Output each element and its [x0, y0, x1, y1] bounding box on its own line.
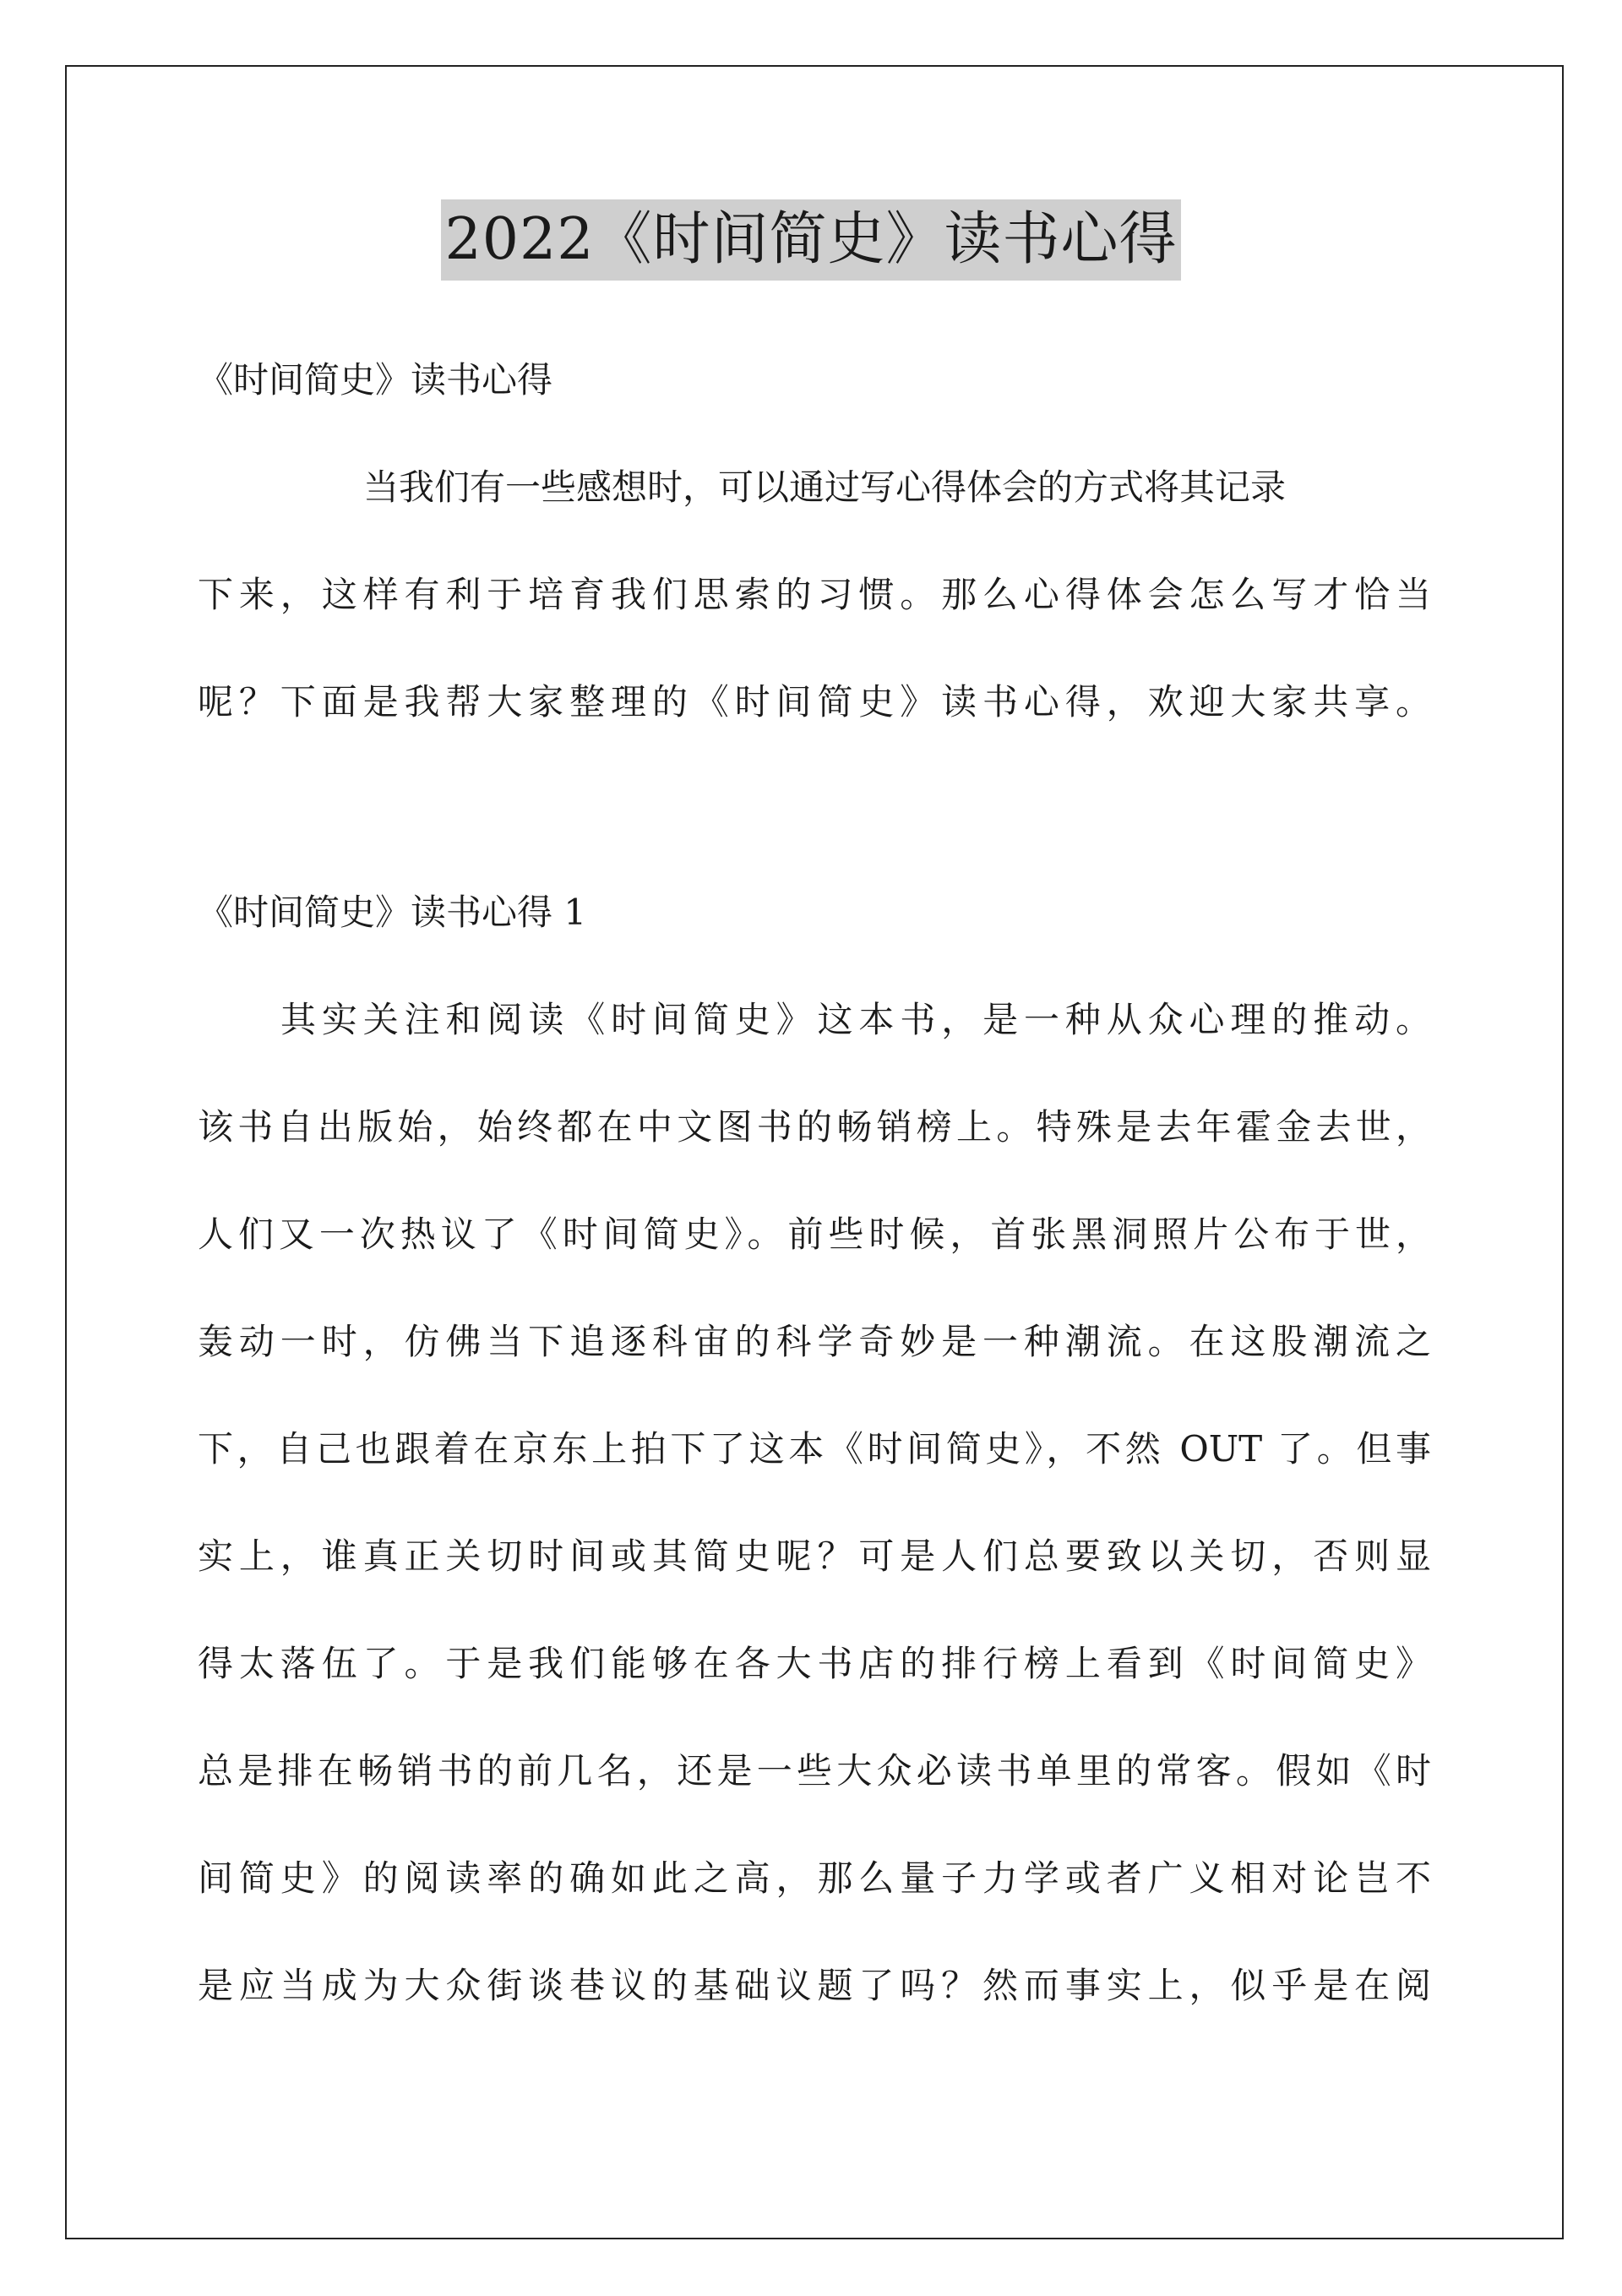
document-title: 2022《时间简史》读书心得 — [441, 199, 1180, 281]
section-1-line-3: 人们又一次热议了《时间简史》。前些时候，首张黑洞照片公布于世， — [198, 1213, 1431, 1255]
section-1-line-6: 实上，谁真正关切时间或其简史呢？可是人们总要致以关切，否则显 — [198, 1535, 1431, 1577]
section-1-line-5: 下，自己也跟着在京东上拍下了这本《时间简史》，不然 OUT 了。但事 — [198, 1428, 1431, 1470]
intro-line-3: 呢？下面是我帮大家整理的《时间简史》读书心得，欢迎大家共享。 — [198, 681, 1431, 723]
title-container — [0, 199, 1622, 281]
intro-line-1: 当我们有一些感想时，可以通过写心得体会的方式将其记录 — [363, 466, 1287, 508]
section-1-line-10: 是应当成为大众街谈巷议的基础议题了吗？然而事实上，似乎是在阅 — [198, 1965, 1431, 2006]
section-1-line-2: 该书自出版始，始终都在中文图书的畅销榜上。特殊是去年霍金去世， — [198, 1106, 1431, 1148]
section-1-heading: 《时间简史》读书心得 1 — [198, 892, 587, 933]
document-subtitle: 《时间简史》读书心得 — [198, 359, 553, 401]
section-1-line-7: 得太落伍了。于是我们能够在各大书店的排行榜上看到《时间简史》 — [198, 1643, 1431, 1684]
section-1-line-8: 总是排在畅销书的前几名，还是一些大众必读书单里的常客。假如《时 — [198, 1750, 1431, 1792]
section-1-line-1: 其实关注和阅读《时间简史》这本书，是一种从众心理的推动。 — [280, 999, 1431, 1040]
section-1-line-9: 间简史》的阅读率的确如此之高，那么量子力学或者广义相对论岂不 — [198, 1857, 1431, 1899]
section-1-line-4: 轰动一时，仿佛当下追逐科宙的科学奇妙是一种潮流。在这股潮流之 — [198, 1321, 1431, 1362]
intro-line-2: 下来，这样有利于培育我们思索的习惯。那么心得体会怎么写才恰当 — [198, 574, 1431, 615]
